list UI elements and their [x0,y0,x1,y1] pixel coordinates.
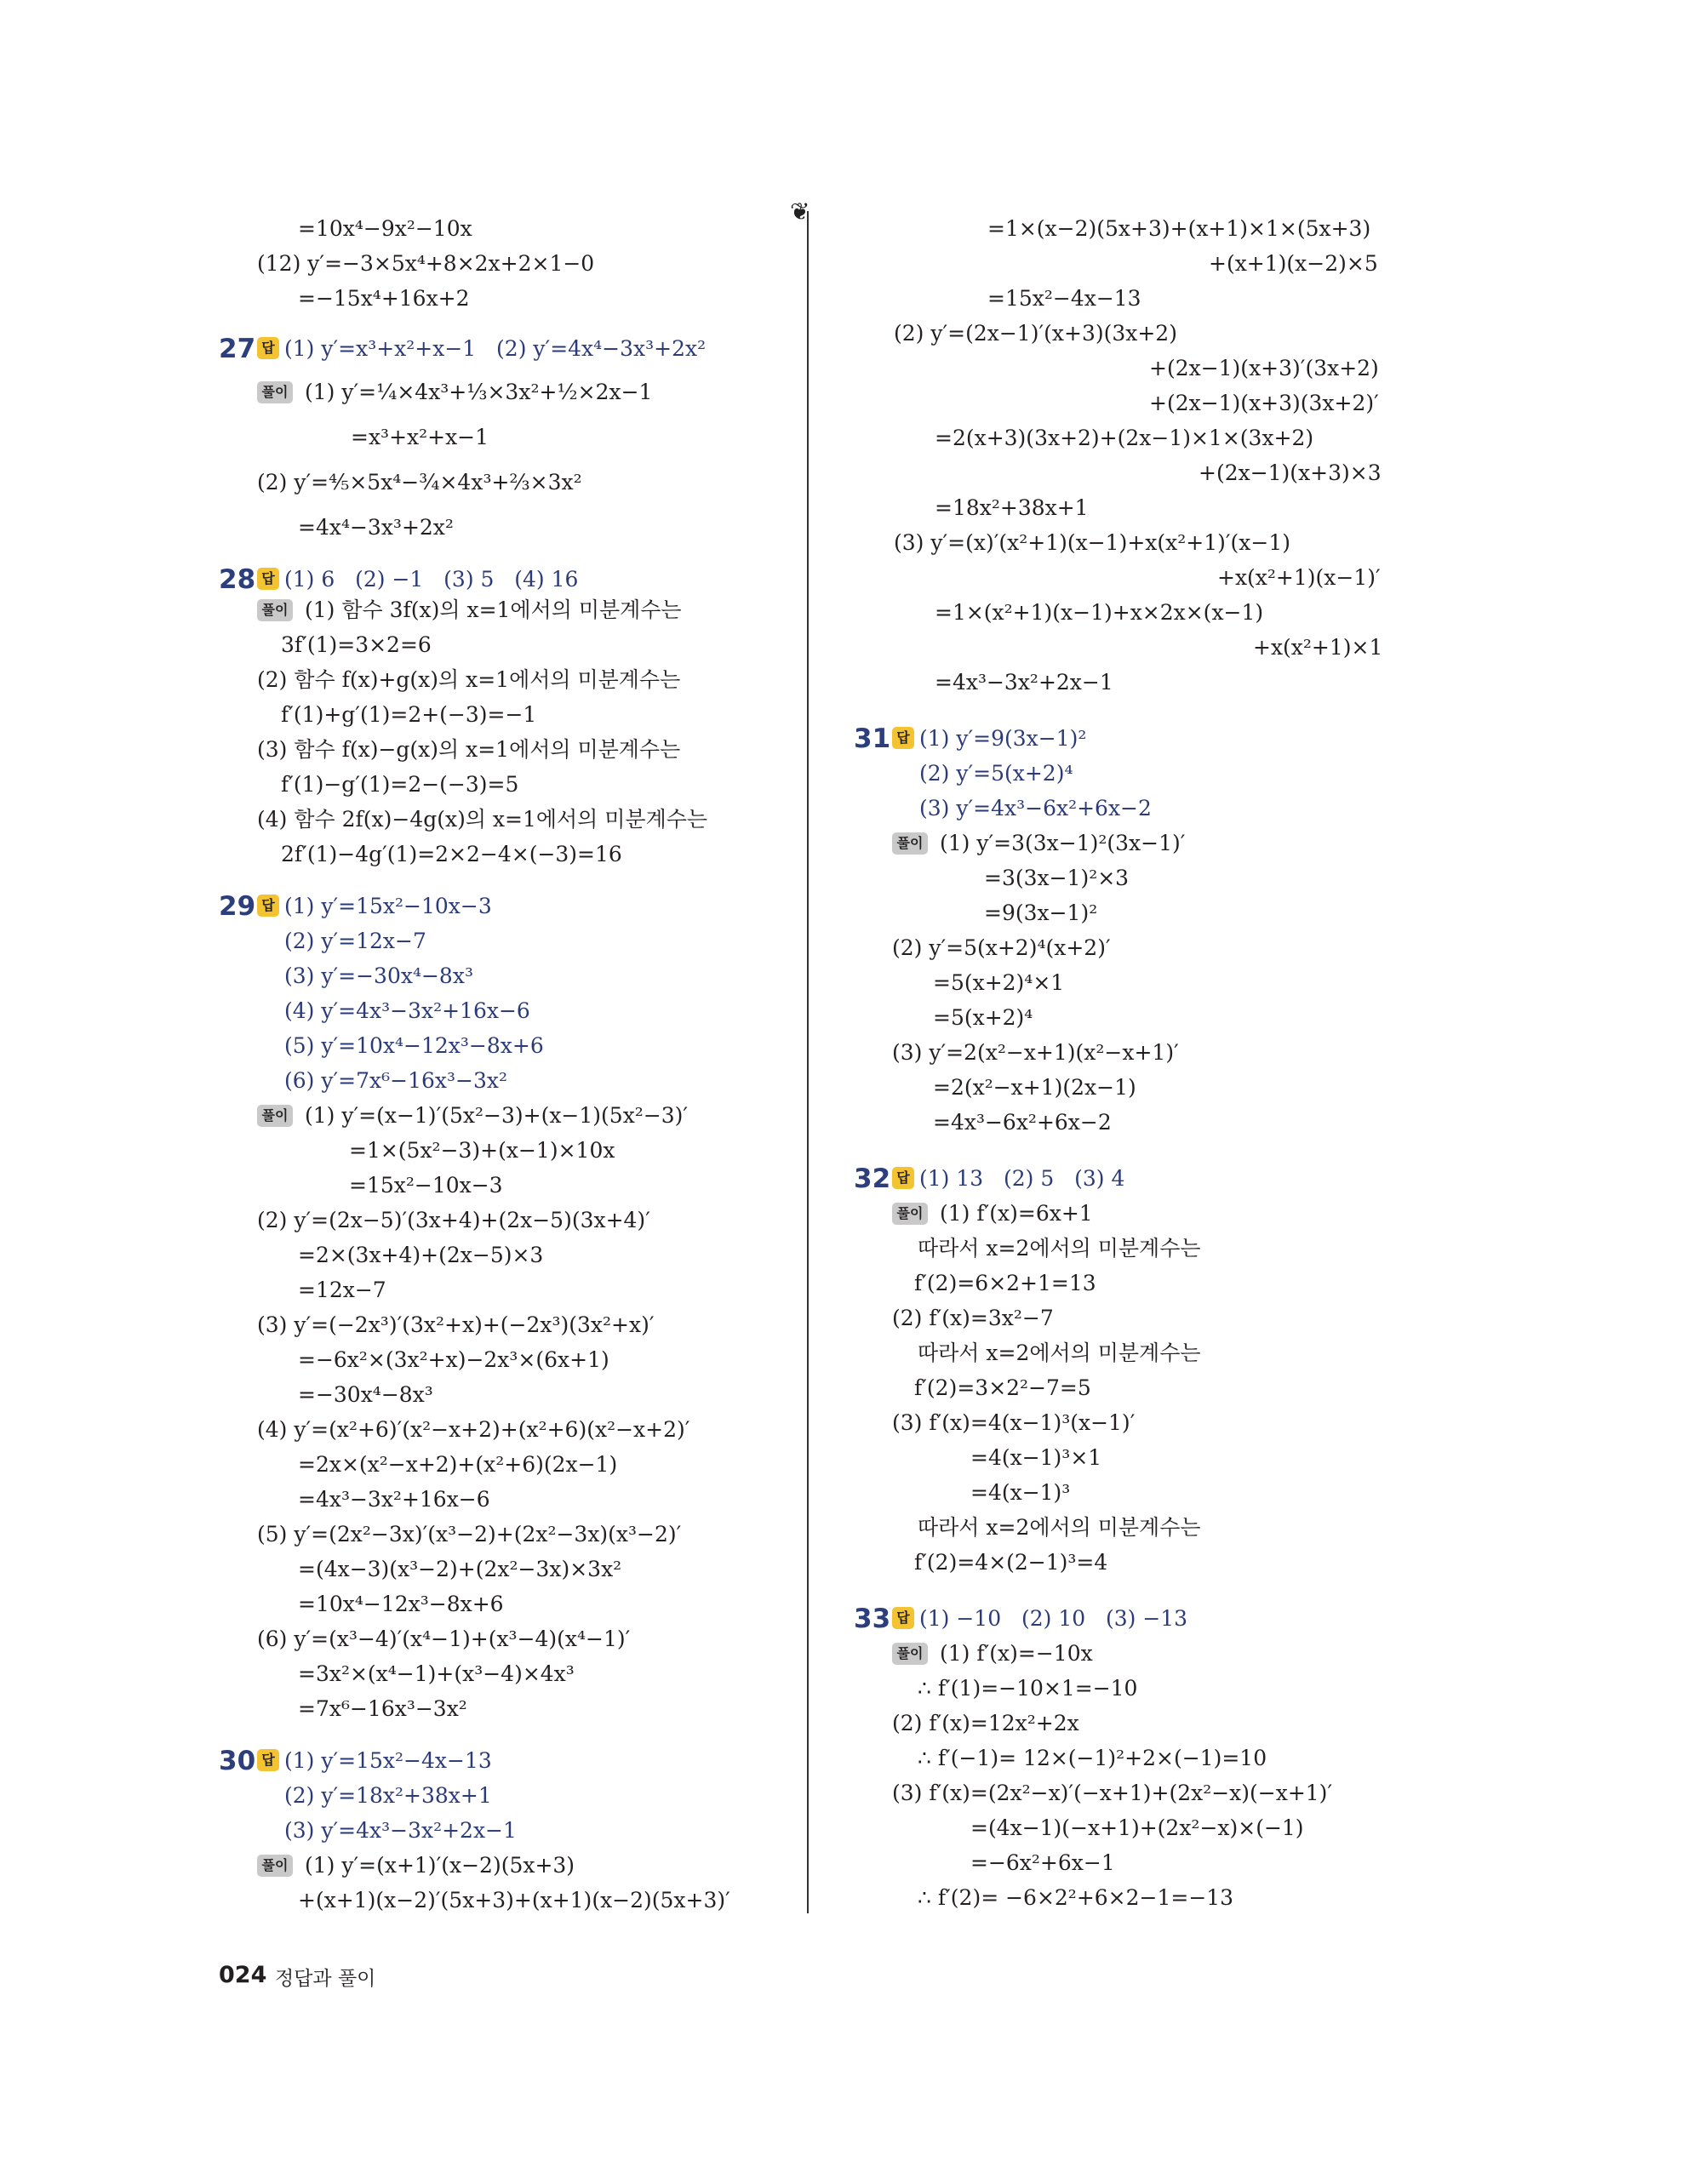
solution-line: (6) y′=(x³−4)′(x⁴−1)+(x³−4)(x⁴−1)′ [257,1627,631,1651]
solution-line: =1×(x²+1)(x−1)+x×2x×(x−1) [935,600,1264,625]
solution-line: f′(1)+g′(1)=2+(−3)=−1 [281,702,537,727]
solution-line: =2(x+3)(3x+2)+(2x−1)×1×(3x+2) [935,426,1314,450]
solution-line: (2) 함수 f(x)+g(x)의 x=1에서의 미분계수는 [257,667,681,692]
solution-line: (3) y′=(−2x³)′(3x²+x)+(−2x³)(3x²+x)′ [257,1312,655,1337]
answer-line: (1) y′=15x²−4x−13 [284,1748,492,1773]
solution-line: 따라서 x=2에서의 미분계수는 [918,1236,1201,1261]
solution-line: f′(2)=6×2+1=13 [914,1271,1096,1295]
solution-line: =2x×(x²−x+2)+(x²+6)(2x−1) [298,1452,618,1477]
solution-line: ∴ f′(−1)= 12×(−1)²+2×(−1)=10 [918,1746,1267,1770]
solution-line: (2) y′=(2x−5)′(3x+4)+(2x−5)(3x+4)′ [257,1208,650,1232]
question-number: 30 [219,1746,256,1776]
solution-line: 2f′(1)−4g′(1)=2×2−4×(−3)=16 [281,842,622,866]
solution-line: 3f′(1)=3×2=6 [281,632,432,657]
answer-line: (4) y′=4x³−3x²+16x−6 [284,998,530,1023]
answer-line: (2) y′=18x²+38x+1 [284,1783,492,1808]
solution-line: ∴ f′(2)= −6×2²+6×2−1=−13 [918,1885,1234,1910]
answer-tag: 답 [257,337,279,359]
solution-line: =3(3x−1)²×3 [984,866,1130,890]
answer-tag: 답 [892,1607,914,1629]
solution-line: (5) y′=(2x²−3x)′(x³−2)+(2x²−3x)(x³−2)′ [257,1522,682,1547]
solution-line: (3) y′=(x)′(x²+1)(x−1)+x(x²+1)′(x−1) [894,530,1290,555]
solution-line: =4(x−1)³ [970,1480,1071,1505]
solution-line: (1) 함수 3f(x)의 x=1에서의 미분계수는 [305,597,682,622]
solution-line: =(4x−1)(−x+1)+(2x²−x)×(−1) [970,1815,1304,1840]
solution-line: (2) y′=⅘×5x⁴−¾×4x³+⅔×3x² [257,470,582,495]
solution-line: (1) y′=(x−1)′(5x²−3)+(x−1)(5x²−3)′ [305,1103,689,1128]
answer-line: (3) y′=−30x⁴−8x³ [284,963,473,988]
question-number: 29 [219,891,256,922]
answer-line: (1) y′=x³+x²+x−1 (2) y′=4x⁴−3x³+2x² [284,336,707,361]
solution-line: =2(x²−x+1)(2x−1) [933,1075,1136,1100]
solution-line: =(4x−3)(x³−2)+(2x²−3x)×3x² [298,1557,622,1581]
solution-line: =4x³−3x²+2x−1 [935,670,1113,695]
solution-line: =−15x⁴+16x+2 [298,286,470,311]
solution-tag: 풀이 [257,1855,293,1877]
column-divider [807,211,809,1913]
solution-line: (2) f′(x)=12x²+2x [892,1711,1079,1735]
solution-line: (2) y′=5(x+2)⁴(x+2)′ [892,935,1111,960]
solution-line: (1) y′=3(3x−1)²(3x−1)′ [940,831,1186,855]
solution-line: =9(3x−1)² [984,900,1098,925]
solution-line: =7x⁶−16x³−3x² [298,1696,467,1721]
solution-line: =12x−7 [298,1278,386,1302]
solution-line: =1×(5x²−3)+(x−1)×10x [349,1138,615,1163]
solution-line: (2) f′(x)=3x²−7 [892,1306,1054,1330]
answer-tag: 답 [257,568,279,590]
solution-line: (4) y′=(x²+6)′(x²−x+2)+(x²+6)(x²−x+2)′ [257,1417,690,1442]
answer-tag: 답 [892,1167,914,1189]
answer-line: (1) 13 (2) 5 (3) 4 [919,1166,1125,1191]
solution-line: (1) y′=(x+1)′(x−2)(5x+3) [305,1853,575,1878]
solution-line: f′(1)−g′(1)=2−(−3)=5 [281,772,519,797]
solution-line: 따라서 x=2에서의 미분계수는 [918,1515,1201,1540]
solution-line: =4x³−3x²+16x−6 [298,1487,490,1512]
answer-tag: 답 [257,1749,279,1771]
solution-line: (1) y′=¼×4x³+⅓×3x²+½×2x−1 [305,380,653,404]
solution-line: (3) y′=2(x²−x+1)(x²−x+1)′ [892,1040,1179,1065]
solution-line: =18x²+38x+1 [935,495,1089,520]
answer-tag: 답 [257,895,279,917]
solution-line: =1×(x−2)(5x+3)+(x+1)×1×(5x+3) [987,216,1371,241]
solution-tag: 풀이 [257,1105,293,1127]
question-number: 28 [219,564,256,595]
solution-line: =5(x+2)⁴ [933,1005,1033,1030]
solution-line: (3) f′(x)=4(x−1)³(x−1)′ [892,1410,1136,1435]
solution-line: +(x+1)(x−2)×5 [1209,251,1378,276]
answer-line: (1) 6 (2) −1 (3) 5 (4) 16 [284,567,579,592]
solution-line: =10x⁴−12x³−8x+6 [298,1592,504,1616]
solution-tag: 풀이 [892,1643,928,1665]
solution-line: 따라서 x=2에서의 미분계수는 [918,1341,1201,1365]
solution-line: (3) f′(x)=(2x²−x)′(−x+1)+(2x²−x)(−x+1)′ [892,1781,1333,1805]
solution-line: =3x²×(x⁴−1)+(x³−4)×4x³ [298,1661,575,1686]
solution-line: +(x+1)(x−2)′(5x+3)+(x+1)(x−2)(5x+3)′ [298,1888,730,1912]
solution-line: (2) y′=(2x−1)′(x+3)(3x+2) [894,321,1177,346]
solution-line: =x³+x²+x−1 [351,425,489,449]
answer-line: (3) y′=4x³−3x²+2x−1 [284,1818,517,1843]
solution-line: =10x⁴−9x²−10x [298,216,472,241]
answer-line: (5) y′=10x⁴−12x³−8x+6 [284,1033,544,1058]
solution-line: =4(x−1)³×1 [970,1445,1102,1470]
solution-line: f′(2)=3×2²−7=5 [914,1375,1091,1400]
solution-line: =−6x²+6x−1 [970,1850,1115,1875]
solution-line: +(2x−1)(x+3)′(3x+2) [1149,356,1379,380]
answer-line: (1) −10 (2) 10 (3) −13 [919,1606,1188,1631]
solution-line: =−30x⁴−8x³ [298,1382,433,1407]
answer-line: (3) y′=4x³−6x²+6x−2 [919,796,1152,820]
solution-line: +x(x²+1)(x−1)′ [1217,565,1381,590]
solution-line: +(2x−1)(x+3)(3x+2)′ [1149,391,1379,415]
answer-line: (6) y′=7x⁶−16x³−3x² [284,1068,507,1093]
solution-line: =−6x²×(3x²+x)−2x³×(6x+1) [298,1347,609,1372]
solution-tag: 풀이 [257,381,293,403]
solution-tag: 풀이 [257,599,293,621]
question-number: 31 [854,723,891,754]
solution-line: =15x²−10x−3 [349,1173,503,1198]
question-number: 32 [854,1163,891,1194]
solution-tag: 풀이 [892,832,928,855]
solution-line: (3) 함수 f(x)−g(x)의 x=1에서의 미분계수는 [257,737,681,762]
solution-tag: 풀이 [892,1203,928,1225]
solution-line: =15x²−4x−13 [987,286,1141,311]
solution-line: =5(x+2)⁴×1 [933,970,1065,995]
solution-line: (1) f′(x)=6x+1 [940,1201,1093,1226]
solution-line: +x(x²+1)×1 [1253,635,1383,660]
solution-line: (12) y′=−3×5x⁴+8×2x+2×1−0 [257,251,595,276]
page-number: 024 [219,1962,267,1988]
solution-line: =2×(3x+4)+(2x−5)×3 [298,1243,544,1267]
question-number: 27 [219,334,256,364]
answer-line: (2) y′=5(x+2)⁴ [919,761,1073,786]
page-footer-title: 정답과 풀이 [275,1968,376,1990]
answer-line: (1) y′=15x²−10x−3 [284,894,492,918]
solution-line: (1) f′(x)=−10x [940,1641,1093,1666]
solution-line: +(2x−1)(x+3)×3 [1199,460,1382,485]
solution-line: f′(2)=4×(2−1)³=4 [914,1550,1108,1575]
solution-line: ∴ f′(1)=−10×1=−10 [918,1676,1138,1701]
answer-tag: 답 [892,727,914,749]
solution-line: =4x⁴−3x³+2x² [298,515,454,540]
answer-line: (2) y′=12x−7 [284,929,426,953]
divider-ornament-icon: ❦ [790,197,810,226]
solution-line: (4) 함수 2f(x)−4g(x)의 x=1에서의 미분계수는 [257,807,708,832]
solution-line: =4x³−6x²+6x−2 [933,1110,1112,1135]
question-number: 33 [854,1604,891,1634]
answer-line: (1) y′=9(3x−1)² [919,726,1087,751]
